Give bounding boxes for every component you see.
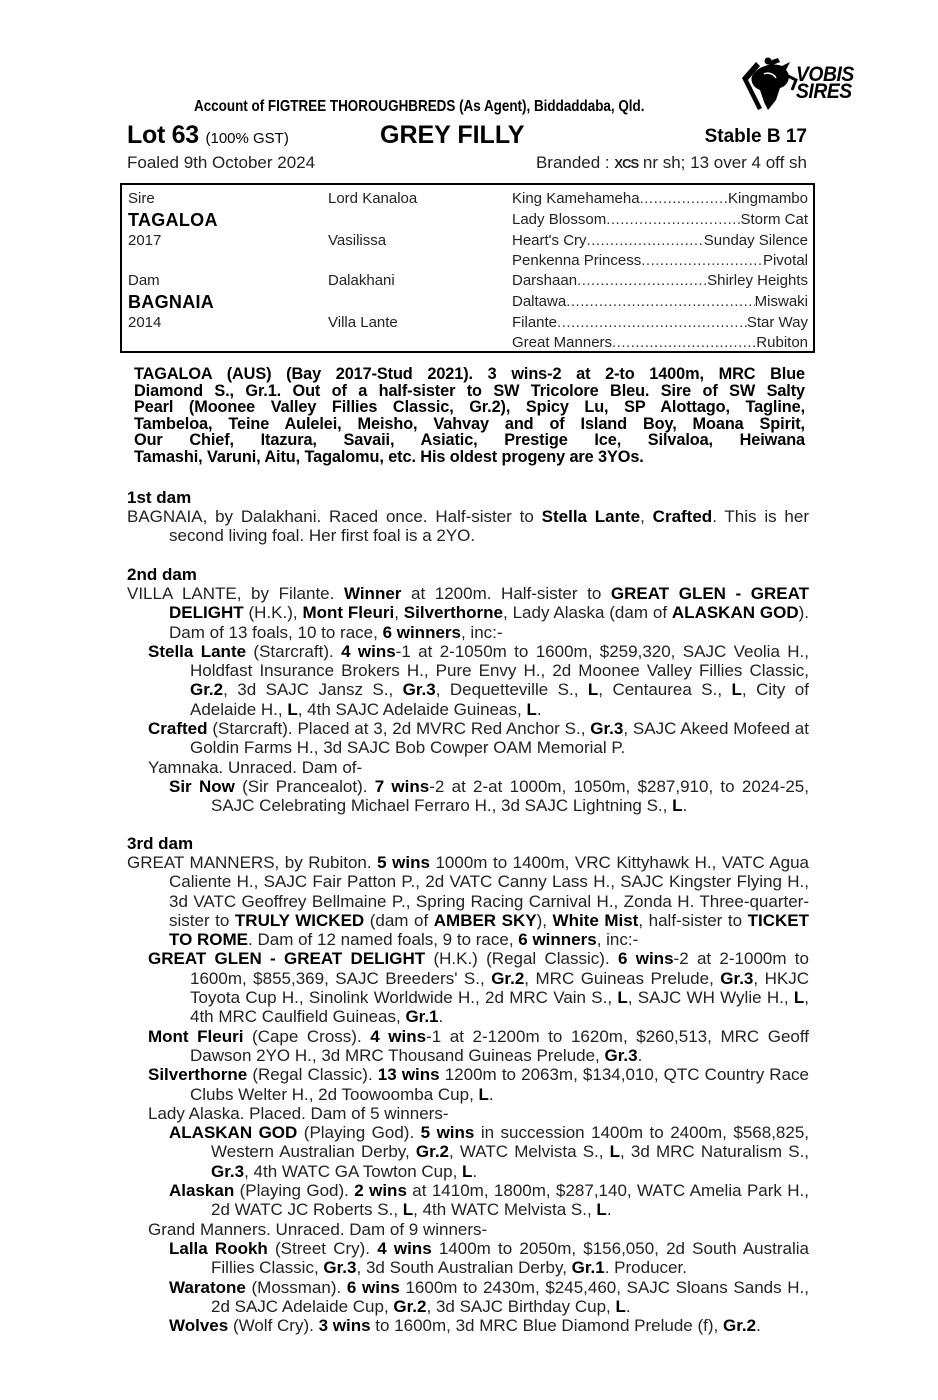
grade: L xyxy=(402,1200,414,1220)
bold-text: 2 wins xyxy=(354,1181,407,1201)
stable-location: Stable B 17 xyxy=(704,126,807,147)
section-heading: 2nd dam xyxy=(127,565,197,584)
horse-name: Sir Now xyxy=(169,776,235,796)
text: . This is her second living foal. Her first foal is a 2YO. xyxy=(169,507,809,546)
text: VILLA LANTE, by Filante. xyxy=(127,584,344,603)
grade: L xyxy=(793,988,805,1008)
vobis-sires-logo xyxy=(738,56,874,112)
horse-name: GREAT GLEN - GREAT DELIGHT xyxy=(169,584,810,623)
horse-name: White Mist xyxy=(552,910,639,930)
text: . xyxy=(488,1084,494,1104)
progeny-stella-lante xyxy=(127,642,809,719)
grade: Gr.2 xyxy=(393,1296,427,1316)
bold-text: 13 wins xyxy=(377,1065,440,1085)
grade: L xyxy=(526,699,537,719)
bold-text: 3 wins xyxy=(318,1316,371,1336)
progeny-wolves xyxy=(127,1316,809,1335)
grade: Gr.1 xyxy=(571,1258,605,1278)
grade: L xyxy=(617,988,628,1008)
foaled-date: Foaled 9th October 2024 xyxy=(127,153,316,172)
horse-name: ALASKAN GOD xyxy=(671,603,799,623)
text: . xyxy=(682,796,688,816)
grade: L xyxy=(478,1084,489,1104)
logo-line-2: SIRES xyxy=(796,80,852,103)
text: -2 at 2-1000m to 1600m, $855,369, SAJC Breeders' S., xyxy=(190,949,809,988)
text: , City of Adelaide H., xyxy=(190,680,809,719)
leader-dots xyxy=(566,293,754,310)
text: GREAT MANNERS, by Rubiton. xyxy=(127,853,378,872)
text: . xyxy=(625,1296,631,1316)
text: , 4th WATC Melvista S., xyxy=(413,1200,597,1220)
horse-name: GREAT GLEN - GREAT DELIGHT xyxy=(148,949,426,969)
ancestor-name: King Kamehameha xyxy=(512,190,640,207)
text: , SAJC WH Wylie H., xyxy=(627,988,794,1008)
horse-name: Lalla Rookh xyxy=(169,1238,268,1258)
text: (Cape Cross). xyxy=(243,1026,371,1046)
bold-text: 5 wins xyxy=(420,1123,475,1143)
grade: L xyxy=(609,1142,621,1162)
ancestor-name: Lady Blossom xyxy=(512,211,607,228)
text: 1400m to 2050m, $156,050, 2d South Australia Fillies Classic, xyxy=(211,1238,809,1278)
leader-dots xyxy=(641,252,763,269)
horse-name: Stella Lante xyxy=(148,641,247,661)
text: , inc:- xyxy=(460,622,503,642)
progeny-mont-fleuri xyxy=(127,1027,809,1066)
ancestor-row xyxy=(512,211,808,228)
text: -1 at 2-1050m to 1600m, $259,320, SAJC Veolia H., Holdfast Insurance Brokers H., Pure Envy H., 2d Moonee Valley Fillies Classic, xyxy=(190,641,809,681)
horse-name: Stella Lante xyxy=(541,507,641,526)
grade: Gr.3 xyxy=(323,1258,357,1278)
text: in succession 1400m to 2400m, $568,825, Western Australian Derby, xyxy=(211,1123,810,1162)
branded-info xyxy=(536,153,807,173)
text: ). Dam of 13 foals, 10 to race, xyxy=(169,603,809,642)
bold-text: Winner xyxy=(343,584,402,603)
text: , Dequetteville S., xyxy=(435,680,588,700)
lot-number xyxy=(127,121,289,150)
ancestor-sire: Storm Cat xyxy=(740,211,808,228)
text: -1 at 2-1200m to 1620m, $260,513, MRC Geoff Dawson 2YO H., 3d MRC Thousand Guineas Prelude, xyxy=(190,1026,810,1065)
text: . xyxy=(606,1200,612,1220)
ancestor-row xyxy=(512,293,808,310)
ancestor-name: Darshaan xyxy=(512,272,578,289)
text: , 4th SAJC Adelaide Guineas, xyxy=(297,699,527,719)
text: ), xyxy=(536,910,553,930)
progeny-sir-now xyxy=(127,777,809,816)
text: 1200m to 2063m, $134,010, QTC Country Race Clubs Welter H., 2d Toowoomba Cup, xyxy=(190,1065,809,1104)
text: BAGNAIA, by Dalakhani. Raced once. Half-sister to xyxy=(127,507,542,526)
third-dam-section xyxy=(127,834,809,1335)
text: -2 at 2-at 1000m, 1050m, $287,910, to 2024-25, SAJC Celebrating Michael Ferraro H., 3d SAJC Lightning S., xyxy=(211,776,809,816)
horse-name: Alaskan xyxy=(169,1181,235,1201)
grade: Gr.3 xyxy=(720,968,754,988)
horse-name: Crafted xyxy=(148,719,208,739)
grade: L xyxy=(615,1296,626,1316)
text: (Regal Classic). xyxy=(247,1065,378,1085)
horse-name: AMBER SKY xyxy=(433,910,537,930)
text: (Playing God). xyxy=(234,1181,355,1201)
text: , inc:- xyxy=(596,930,639,950)
grade: Gr.3 xyxy=(402,680,436,700)
text: , xyxy=(640,507,653,526)
leader-dots xyxy=(612,334,756,351)
progeny-lady-alaska: Lady Alaska. Placed. Dam of 5 winners- xyxy=(148,1103,449,1123)
text: , HKJC Toyota Cup H., Sinolink Worldwide H., 2d MRC Vain S., xyxy=(190,968,809,1008)
text: , 3d SAJC Jansz S., xyxy=(223,680,403,700)
horse-name: TRULY WICKED xyxy=(234,910,365,930)
text: , 3d SAJC Birthday Cup, xyxy=(426,1296,616,1316)
bold-text: 6 wins xyxy=(346,1277,400,1297)
bold-text: 6 winners xyxy=(382,622,461,642)
text: (H.K.), xyxy=(243,603,303,623)
dam-year: 2014 xyxy=(128,314,162,331)
branded-detail: nr sh; 13 over 4 off sh xyxy=(642,153,807,172)
text: . xyxy=(637,1045,643,1065)
brand-mark-icon: XCS xyxy=(614,156,639,171)
section-heading: 3rd dam xyxy=(127,834,194,853)
progeny-silverthorne xyxy=(127,1065,809,1104)
text: (H.K.) (Regal Classic). xyxy=(425,949,618,969)
grade: Gr.2 xyxy=(491,968,525,988)
text: (Wolf Cry). xyxy=(228,1316,319,1336)
sire-note-line: Pearl (Moonee Valley Fillies Classic, Gr.2), Spicy Lu, SP Alottago, Tagline, xyxy=(134,398,805,416)
sire-name: TAGALOA xyxy=(128,210,218,230)
bold-text: 7 wins xyxy=(374,776,430,796)
text: , Lady Alaska (dam of xyxy=(503,603,672,623)
text: (Starcraft). xyxy=(246,641,342,661)
text: , xyxy=(394,603,404,623)
ancestor-row xyxy=(512,334,808,351)
sire-note-line: Our Chief, Itazura, Savaii, Asiatic, Prestige Ice, Silvaloa, Heiwana xyxy=(134,431,805,449)
sire-label: Sire xyxy=(128,190,155,207)
sex-colour: GREY FILLY xyxy=(380,121,525,149)
grade: Gr.3 xyxy=(590,719,624,739)
ancestor-sire: Kingmambo xyxy=(727,190,808,207)
bold-text: 4 wins xyxy=(370,1026,427,1046)
section-heading: 1st dam xyxy=(127,488,192,507)
second-dam-section xyxy=(127,565,809,816)
gst-note: (100% GST) xyxy=(205,130,289,147)
ancestor-name: Great Manners xyxy=(512,334,613,351)
text: to 1600m, 3d MRC Blue Diamond Prelude (f), xyxy=(370,1316,723,1336)
text: (Sir Prancealot). xyxy=(234,776,375,796)
horse-name: Mont Fleuri xyxy=(148,1026,244,1046)
progeny-alaskan xyxy=(127,1181,809,1220)
dam-name: BAGNAIA xyxy=(128,292,215,312)
ancestor-row xyxy=(512,314,808,331)
text: . Dam of 12 named foals, 9 to race, xyxy=(248,930,519,950)
horse-name: ALASKAN GOD xyxy=(169,1123,298,1143)
text: (Playing God). xyxy=(297,1123,421,1143)
progeny-yamnaka: Yamnaka. Unraced. Dam of- xyxy=(148,757,363,777)
sire-note xyxy=(134,366,805,465)
leader-dots xyxy=(606,211,740,228)
dam-sire: Dalakhani xyxy=(328,272,395,289)
sire-note-line: Tamashi, Varuni, Aitu, Tagalomu, etc. His oldest progeny are 3YOs. xyxy=(134,447,644,466)
progeny-great-glen xyxy=(127,949,809,1026)
sire-note-line: Tambeloa, Teine Aulelei, Meisho, Vahvay and of Island Boy, Moana Spirit, xyxy=(134,414,805,433)
vendor-line: Account of FIGTREE THOROUGHBREDS (As Agent), Biddaddaba, Qld. xyxy=(194,98,645,115)
text: , 4th WATC GA Towton Cup, xyxy=(244,1161,463,1181)
ancestor-row xyxy=(512,232,808,249)
text: , 4th MRC Caulfield Guineas, xyxy=(190,988,809,1027)
grade: L xyxy=(596,1200,607,1220)
ancestor-sire: Pivotal xyxy=(762,252,808,269)
text: (Starcraft). Placed at 3, 2d MVRC Red Anchor S., xyxy=(207,719,591,739)
text: , MRC Guineas Prelude, xyxy=(524,968,721,988)
sire-note-line: TAGALOA (AUS) (Bay 2017-Stud 2021). 3 wins-2 at 2-to 1400m, MRC Blue xyxy=(134,365,805,383)
horse-name: Wolves xyxy=(169,1316,229,1336)
lot-header xyxy=(127,121,809,151)
bold-text: 4 wins xyxy=(341,641,396,661)
grade: Gr.2 xyxy=(722,1316,757,1336)
text: (Mossman). xyxy=(245,1277,347,1297)
sire-year: 2017 xyxy=(128,232,162,249)
horse-name: Mont Fleuri xyxy=(302,603,395,623)
text: at 1410m, 1800m, $287,140, WATC Amelia Park H., 2d WATC JC Roberts S., xyxy=(211,1181,809,1220)
horse-name: TICKET TO ROME xyxy=(169,910,809,950)
leader-dots xyxy=(557,314,747,331)
progeny-alaskan-god xyxy=(127,1123,809,1181)
ancestor-row xyxy=(512,272,808,289)
text: . xyxy=(472,1161,478,1181)
bold-text: 6 wins xyxy=(617,949,674,969)
ancestor-sire: Rubiton xyxy=(756,334,808,351)
horse-name: Silverthorne xyxy=(148,1065,248,1085)
progeny-lalla-rookh xyxy=(127,1239,809,1278)
grade: L xyxy=(672,796,683,816)
ancestor-name: Filante xyxy=(512,314,558,331)
ancestor-name: Heart's Cry xyxy=(512,232,587,249)
leader-dots xyxy=(587,232,704,249)
ancestor-row xyxy=(512,190,808,207)
sire-note-line: Diamond S., Gr.1. Out of a half-sister to SW Tricolore Bleu. Sire of SW Salty xyxy=(134,381,805,400)
ancestor-name: Penkenna Princess xyxy=(512,252,642,269)
leader-dots xyxy=(577,272,707,289)
horse-jockey-icon xyxy=(738,56,798,112)
first-dam-section xyxy=(127,488,809,546)
grade: L xyxy=(731,680,742,700)
ancestor-sire: Sunday Silence xyxy=(703,232,808,249)
text: , WATC Melvista S., xyxy=(449,1142,610,1162)
second-dam-intro xyxy=(127,584,809,642)
text: . Producer. xyxy=(604,1258,687,1278)
text: (Street Cry). xyxy=(267,1238,378,1258)
text: at 1200m. Half-sister to xyxy=(401,584,611,603)
grade: Gr.1 xyxy=(405,1007,439,1027)
grade: Gr.3 xyxy=(211,1161,245,1181)
text: , 3d South Australian Derby, xyxy=(356,1258,572,1278)
text: (dam of xyxy=(364,910,434,930)
grade: L xyxy=(462,1161,473,1181)
text: , Centaurea S., xyxy=(598,680,732,700)
progeny-waratone xyxy=(127,1278,809,1317)
sire-dam: Vasilissa xyxy=(328,232,387,249)
lot-label: Lot 63 xyxy=(127,121,199,149)
branded-label: Branded : xyxy=(535,153,610,172)
dam-label: Dam xyxy=(128,272,160,289)
grade: L xyxy=(287,699,298,719)
bold-text: 5 wins xyxy=(377,853,430,872)
third-dam-intro xyxy=(127,853,809,949)
text: , SAJC Akeed Mofeed at Goldin Farms H., 3d SAJC Bob Cowper OAM Memorial P. xyxy=(190,719,809,758)
pedigree-table xyxy=(120,183,815,353)
progeny-grand-manners: Grand Manners. Unraced. Dam of 9 winners- xyxy=(148,1219,488,1239)
first-dam-text xyxy=(127,507,809,546)
grade: L xyxy=(587,680,599,700)
text: . xyxy=(438,1007,444,1027)
bold-text: 6 winners xyxy=(518,930,597,950)
grade: Gr.3 xyxy=(604,1045,638,1065)
logo-line-1: VOBIS xyxy=(796,63,854,86)
ancestor-name: Daltawa xyxy=(512,293,567,310)
sire-sire: Lord Kanaloa xyxy=(328,190,418,207)
leader-dots xyxy=(640,190,728,207)
progeny-crafted xyxy=(127,719,809,758)
text: 1000m to 1400m, VRC Kittyhawk H., VATC Agua Caliente H., SAJC Fair Patton P., 2d VATC Canny Lass H., SAJC Kingster Flying H., 3d VATC Geoffrey Bellmaine P., Spring Racing Carnival H., Zonda H. Three-quarter-sister to xyxy=(169,853,810,930)
ancestor-sire: Shirley Heights xyxy=(707,272,808,289)
text: , 3d MRC Naturalism S., xyxy=(620,1142,810,1162)
text: , half-sister to xyxy=(638,910,748,930)
text: . xyxy=(756,1316,761,1336)
horse-name: Waratone xyxy=(169,1277,246,1297)
grade: Gr.2 xyxy=(415,1142,450,1162)
horse-name: Silverthorne xyxy=(403,603,503,623)
text: 1600m to 2430m, $245,460, SAJC Sloans Sands H., 2d SAJC Adelaide Cup, xyxy=(211,1277,809,1316)
ancestor-row xyxy=(512,252,808,269)
bold-text: 4 wins xyxy=(377,1238,432,1258)
horse-name: Crafted xyxy=(652,507,713,526)
ancestor-sire: Star Way xyxy=(746,314,808,331)
text: . xyxy=(536,699,542,719)
dam-dam: Villa Lante xyxy=(328,314,398,331)
grade: Gr.2 xyxy=(190,680,224,700)
ancestor-sire: Miswaki xyxy=(754,293,808,310)
